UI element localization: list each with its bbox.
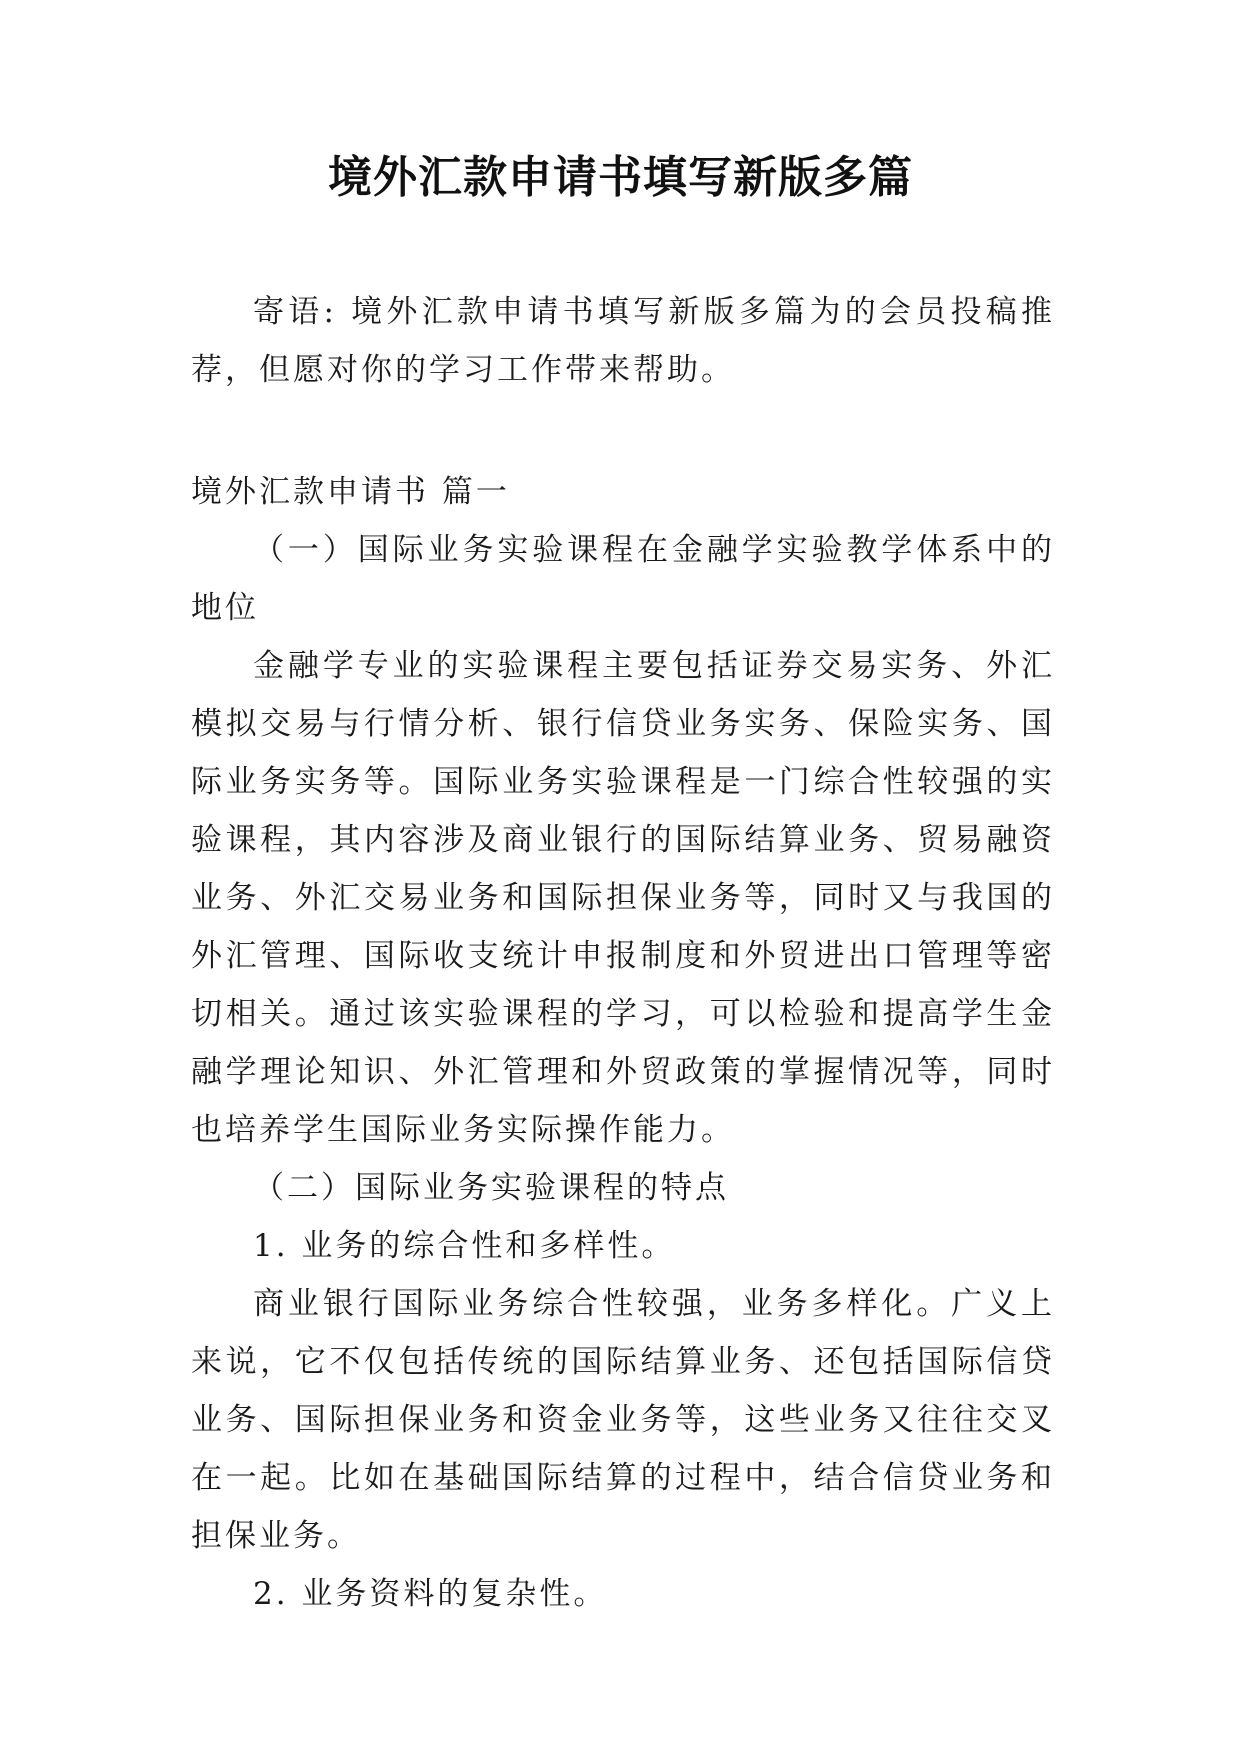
section-heading-block xyxy=(191,463,1055,521)
foreword-block xyxy=(191,283,1055,399)
section-title: 境外汇款申请书 篇一 xyxy=(191,474,510,510)
paragraph-business-diversity: 商业银行国际业务综合性较强，业务多样化。广义上来说，它不仅包括传统的国际结算业务、还包括国际信贷业务、国际担保业务和资金业务等，这些业务又往往交叉在一起。比如在基础国际结算的过程中，结合信贷业务和担保业务。 xyxy=(191,1286,1055,1554)
subheading-position: （一）国际业务实验课程在金融学实验教学体系中的地位 xyxy=(191,532,1055,626)
article-body xyxy=(191,521,1055,1623)
document-title: 境外汇款申请书填写新版多篇 xyxy=(328,152,913,203)
paragraph-course-overview: 金融学专业的实验课程主要包括证券交易实务、外汇模拟交易与行情分析、银行信贷业务实务、保险实务、国际业务实务等。国际业务实验课程是一门综合性较强的实验课程，其内容涉及商业银行的国际结算业务、贸易融资业务、外汇交易业务和国际担保业务等，同时又与我国的外汇管理、国际收支统计申报制度和外贸进出口管理等密切相关。通过该实验课程的学习，可以检验和提高学生金融学理论知识、外汇管理和外贸政策的掌握情况等，同时也培养学生国际业务实际操作能力。 xyxy=(191,648,1055,1148)
foreword-text: 寄语: 境外汇款申请书填写新版多篇为的会员投稿推荐，但愿对你的学习工作带来帮助。 xyxy=(191,294,1055,388)
subheading-features: （二）国际业务实验课程的特点 xyxy=(253,1170,729,1206)
list-item-2: 2. 业务资料的复杂性。 xyxy=(253,1576,608,1612)
list-item-1: 1. 业务的综合性和多样性。 xyxy=(253,1228,676,1264)
